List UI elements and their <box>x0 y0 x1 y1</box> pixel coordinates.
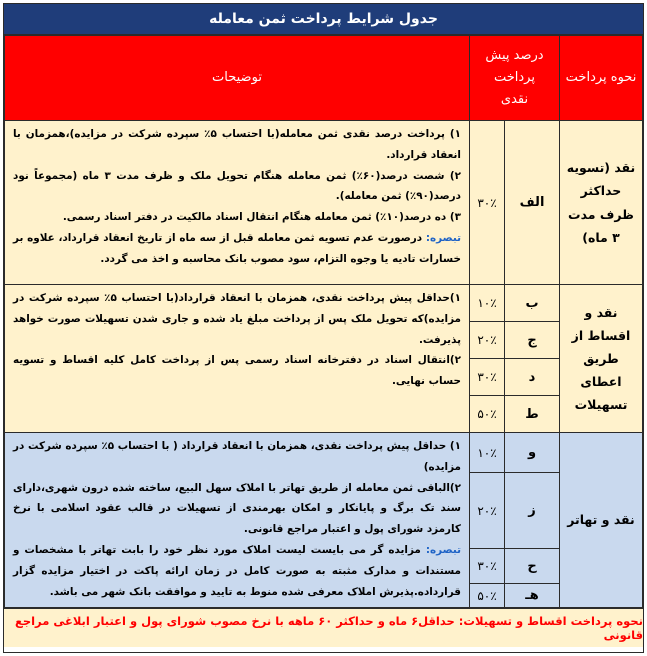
code-cell: هـ <box>505 584 560 608</box>
code-cell: ز <box>505 473 560 549</box>
table-row <box>5 285 643 322</box>
desc-barter <box>5 433 470 608</box>
desc-line: ۱) حداقل پیش پرداخت نقدی، همزمان با انعقاد قرارداد ( با احتساب ۵٪ سپرده شرکت در مزایده) <box>13 440 461 473</box>
header-percent: درصد پیش پرداخت نقدی <box>469 36 559 121</box>
percent-cell: ۳۰٪ <box>469 121 504 285</box>
method-installment: نقد و اقساط از طریق اعطای تسهیلات <box>560 285 643 433</box>
header-row <box>5 36 643 121</box>
footer-note: نحوه پرداخت اقساط و تسهیلات: حداقل۶ ماه و حداکثر ۶۰ ماهه با نرخ مصوب شورای پول و اعتبار ابلاغی مراجع قانونی <box>4 608 643 647</box>
header-desc: توضیحات <box>5 36 470 121</box>
payment-terms-table <box>3 3 644 653</box>
method-cash: نقد (تسویه حداکثر ظرف مدت ۳ ماه) <box>560 121 643 285</box>
percent-cell: ۱۰٪ <box>469 285 504 322</box>
percent-cell: ۵۰٪ <box>469 396 504 433</box>
desc-line: ۲) شصت درصد(۶۰٪) ثمن معامله هنگام تحویل ملک و ظرف مدت ۳ ماه (مجموعاً نود درصد(۹۰٪) ثمن معامله). <box>13 169 461 203</box>
method-barter: نقد و تهاتر <box>560 433 643 608</box>
code-cell: ط <box>505 396 560 433</box>
code-cell: الف <box>505 121 560 285</box>
code-cell: ح <box>505 549 560 584</box>
desc-line: ۱)حداقل پیش پرداخت نقدی، همزمان با انعقاد قرارداد(با احتساب ۵٪ سپرده شرکت در مزایده)که تحویل ملک پس از پرداخت مبلغ یاد شده و جاری شدن تسهیلات صورت خواهد پذیرفت. <box>13 292 461 346</box>
desc-installment <box>5 285 470 433</box>
note-text: مزایده گر می بایست لیست املاک مورد نظر خود را بابت تهاتر با مشخصات و مستندات و مدارک مثبته به صورت کامل در زمان ارائه پاکت در اختیار مزایده گزار قرارداده.پذیرش املاک معرفی شده منوط به تایید و موافقت بانک شهر می باشد. <box>13 544 461 598</box>
note-label: تبصره: <box>425 232 461 245</box>
desc-cash <box>5 121 470 285</box>
table-row <box>5 121 643 285</box>
desc-line: ۳) ده درصد(۱۰٪) ثمن معامله هنگام انتقال اسناد مالکیت در دفتر اسناد رسمی. <box>62 211 461 224</box>
percent-cell: ۲۰٪ <box>469 322 504 359</box>
code-cell: ج <box>505 322 560 359</box>
desc-line: ۱) پرداخت درصد نقدی ثمن معامله(با احتساب ۵٪ سپرده شرکت در مزایده)،همزمان با انعقاد قرارداد. <box>13 128 461 161</box>
table-row <box>5 433 643 473</box>
note-text: درصورت عدم تسویه ثمن معامله قبل از سه ماه از تاریخ انعقاد قرارداد، علاوه بر خسارات تادیه یا وجوه التزام، سود مصوب بانک محاسبه و اخذ می گردد. <box>13 232 461 265</box>
desc-note <box>13 540 461 602</box>
code-cell: و <box>505 433 560 473</box>
header-method: نحوه پرداخت <box>560 36 643 121</box>
percent-cell: ۳۰٪ <box>469 359 504 396</box>
percent-cell: ۱۰٪ <box>469 433 504 473</box>
table-title: جدول شرایط پرداخت ثمن معامله <box>4 4 643 35</box>
code-cell: د <box>505 359 560 396</box>
percent-cell: ۵۰٪ <box>469 584 504 608</box>
code-cell: ب <box>505 285 560 322</box>
desc-note <box>13 228 461 270</box>
percent-cell: ۳۰٪ <box>469 549 504 584</box>
percent-cell: ۲۰٪ <box>469 473 504 549</box>
desc-line: ۲)الباقی ثمن معامله از طریق تهاتر با املاک سهل البیع، ساخته شده درون شهری،دارای سند تک برگ و پایانکار و امکان بهرمندی از تسهیلات در قالب عقود اسلامی با نرخ کارمزد شورای پول و اعتبار مراجع قانونی. <box>13 481 461 536</box>
desc-line: ۲)انتقال اسناد در دفترخانه اسناد رسمی پس از پرداخت کامل کلیه اقساط و تسویه حساب نهایی. <box>13 354 461 388</box>
terms-grid <box>4 35 643 608</box>
note-label: تبصره: <box>425 544 461 557</box>
